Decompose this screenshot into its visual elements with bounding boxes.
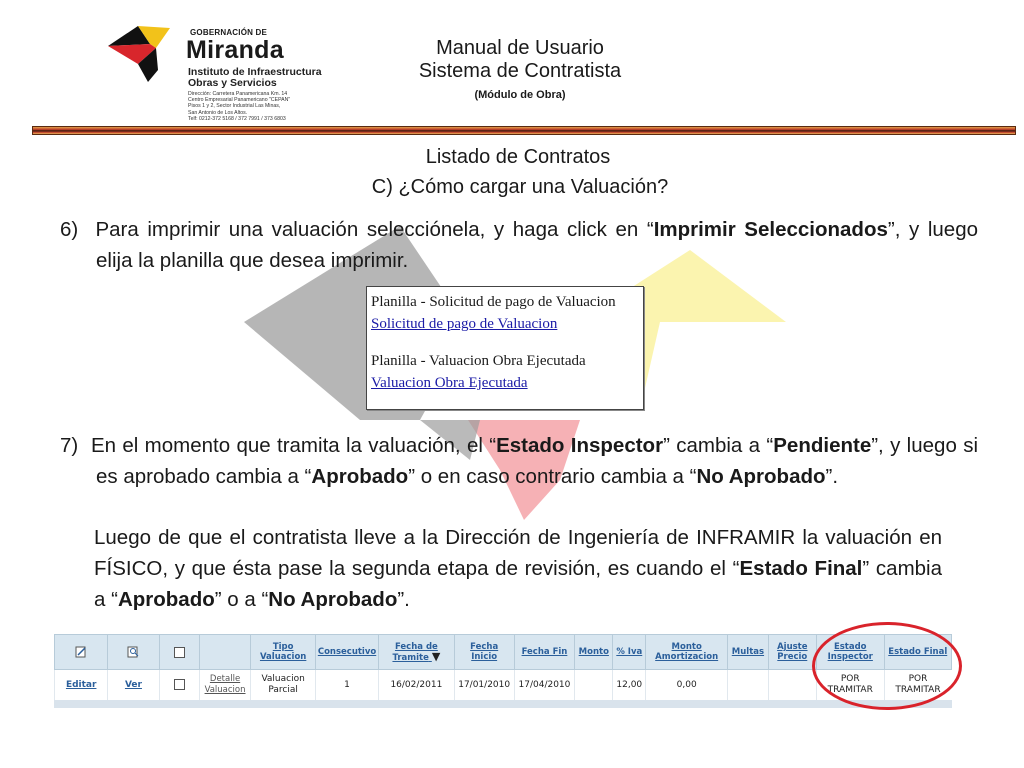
step-text: ” o en caso contrario cambia a “ (408, 465, 697, 488)
header-multas[interactable]: Multas (728, 635, 768, 670)
step-text: Luego de que el contratista lleve a la Dirección de Ingeniería de INFRAMIR la valuación en FÍSICO, y que ésta pase la segunda etapa de revisión, es cuando el “ (94, 526, 942, 580)
miranda-logo-icon (108, 24, 188, 84)
select-all-checkbox[interactable] (174, 647, 185, 658)
logo-name: Miranda (186, 36, 284, 64)
cell-monto (575, 670, 613, 701)
step-text: ”. (825, 465, 839, 488)
header-monto-amortizacion[interactable]: Monto Amortizacion (646, 635, 728, 670)
header-fecha-tramite-label: Fecha de Tramite (392, 641, 438, 663)
section-title: Listado de Contratos (425, 146, 611, 168)
step-text: ” o a “ (214, 588, 269, 611)
planilla-menu (366, 286, 644, 410)
header-estado-inspector[interactable]: Estado Inspector (816, 635, 884, 670)
highlight-ring (812, 622, 962, 710)
cell-fecha-inicio: 17/01/2010 (454, 670, 514, 701)
step-emphasis: Aprobado (117, 588, 215, 611)
step-number: 7) (60, 434, 79, 457)
step-7-detail-paragraph (94, 522, 942, 615)
document-system-title: Sistema de Contratista (418, 60, 622, 82)
planilla-heading: Planilla - Solicitud de pago de Valuacion (371, 294, 616, 310)
cell-consecutivo: 1 (315, 670, 378, 701)
step-text: ” cambia a “ (94, 557, 942, 611)
step-text: ”. (397, 588, 410, 611)
cell-estado-inspector: POR TRAMITAR (816, 670, 884, 701)
select-all-column-header[interactable] (159, 635, 199, 670)
address-line: San Antonio de Los Altos. (188, 109, 248, 116)
address-line: Pisos 1 y 2, Sector Industrial Las Minas, (188, 103, 281, 110)
step-emphasis: Estado Inspector (496, 434, 664, 457)
header-fecha-inicio[interactable]: Fecha Inicio (454, 635, 514, 670)
step-emphasis: Imprimir Seleccionados (653, 218, 888, 241)
detail-link[interactable]: Detalle Valuacion (199, 670, 251, 701)
header-fecha-fin[interactable]: Fecha Fin (514, 635, 574, 670)
view-link[interactable]: Ver (108, 670, 159, 701)
cell-monto-amortizacion: 0,00 (646, 670, 728, 701)
step-text: Para imprimir una valuación selecciónela, y haga click en “ (95, 218, 654, 241)
step-text: ”, y luego elija la planilla que desea imprimir. (96, 218, 979, 272)
edit-link[interactable]: Editar (55, 670, 108, 701)
cell-ajuste-precio (768, 670, 816, 701)
header-consecutivo[interactable]: Consecutivo (315, 635, 378, 670)
logo-institute-line2: Obras y Servicios (188, 77, 277, 89)
logo-gobernacion: GOBERNACIÓN DE (190, 28, 268, 37)
step-text: ” cambia a “ (663, 434, 774, 457)
address-line: Centro Empresarial Panamericano "CEPAN" (188, 97, 291, 104)
step-6-paragraph (60, 214, 978, 276)
step-emphasis: No Aprobado (268, 588, 398, 611)
address-line: Telf: 0212-372 5168 / 372 7991 / 373 6803 (188, 115, 286, 122)
document-module: (Módulo de Obra) (474, 89, 566, 101)
step-text: En el momento que tramita la valuación, el “ (90, 434, 497, 457)
header-estado-final[interactable]: Estado Final (884, 635, 952, 670)
step-emphasis: Aprobado (311, 465, 409, 488)
institution-logo (108, 24, 338, 120)
section-subtitle: C) ¿Cómo cargar una Valuación? (371, 176, 669, 198)
cell-fecha-fin: 17/04/2010 (514, 670, 574, 701)
view-column-header (108, 635, 159, 670)
edit-icon (75, 646, 87, 658)
header-ajuste-precio[interactable]: Ajuste Precio (768, 635, 816, 670)
header-tipo-valuacion[interactable]: Tipo Valuacion (251, 635, 315, 670)
edit-column-header (55, 635, 108, 670)
header-divider (32, 126, 1016, 135)
step-emphasis: Estado Final (739, 557, 863, 580)
planilla-link-obra-ejecutada[interactable]: Valuacion Obra Ejecutada (371, 375, 528, 391)
sort-down-icon: ▼ (431, 649, 441, 663)
view-icon (127, 646, 139, 658)
row-checkbox[interactable] (174, 679, 185, 690)
planilla-heading: Planilla - Valuacion Obra Ejecutada (371, 353, 586, 369)
cell-estado-final: POR TRAMITAR (884, 670, 952, 701)
cell-fecha-tramite: 16/02/2011 (379, 670, 454, 701)
logo-institute-line1: Instituto de Infraestructura (188, 66, 322, 78)
cell-tipo-valuacion: Valuacion Parcial (251, 670, 315, 701)
header-monto[interactable]: Monto (575, 635, 613, 670)
logo-institute (188, 67, 322, 89)
header-iva[interactable]: % Iva (613, 635, 646, 670)
step-emphasis: No Aprobado (696, 465, 826, 488)
detail-column-header (199, 635, 251, 670)
row-select-cell[interactable] (159, 670, 199, 701)
logo-address (188, 91, 338, 122)
step-text: ”, y luego si es aprobado cambia a “ (96, 434, 978, 488)
step-7-paragraph (60, 430, 978, 492)
document-title: Manual de Usuario (436, 37, 604, 59)
cell-iva: 12,00 (613, 670, 646, 701)
address-line: Dirección: Carretera Panamericana Km. 14 (188, 91, 288, 97)
step-emphasis: Pendiente (773, 434, 872, 457)
cell-multas (728, 670, 768, 701)
header-fecha-tramite[interactable] (379, 635, 454, 670)
planilla-link-solicitud[interactable]: Solicitud de pago de Valuacion (371, 316, 558, 332)
step-number: 6) (60, 218, 79, 241)
table-footer (54, 700, 952, 708)
